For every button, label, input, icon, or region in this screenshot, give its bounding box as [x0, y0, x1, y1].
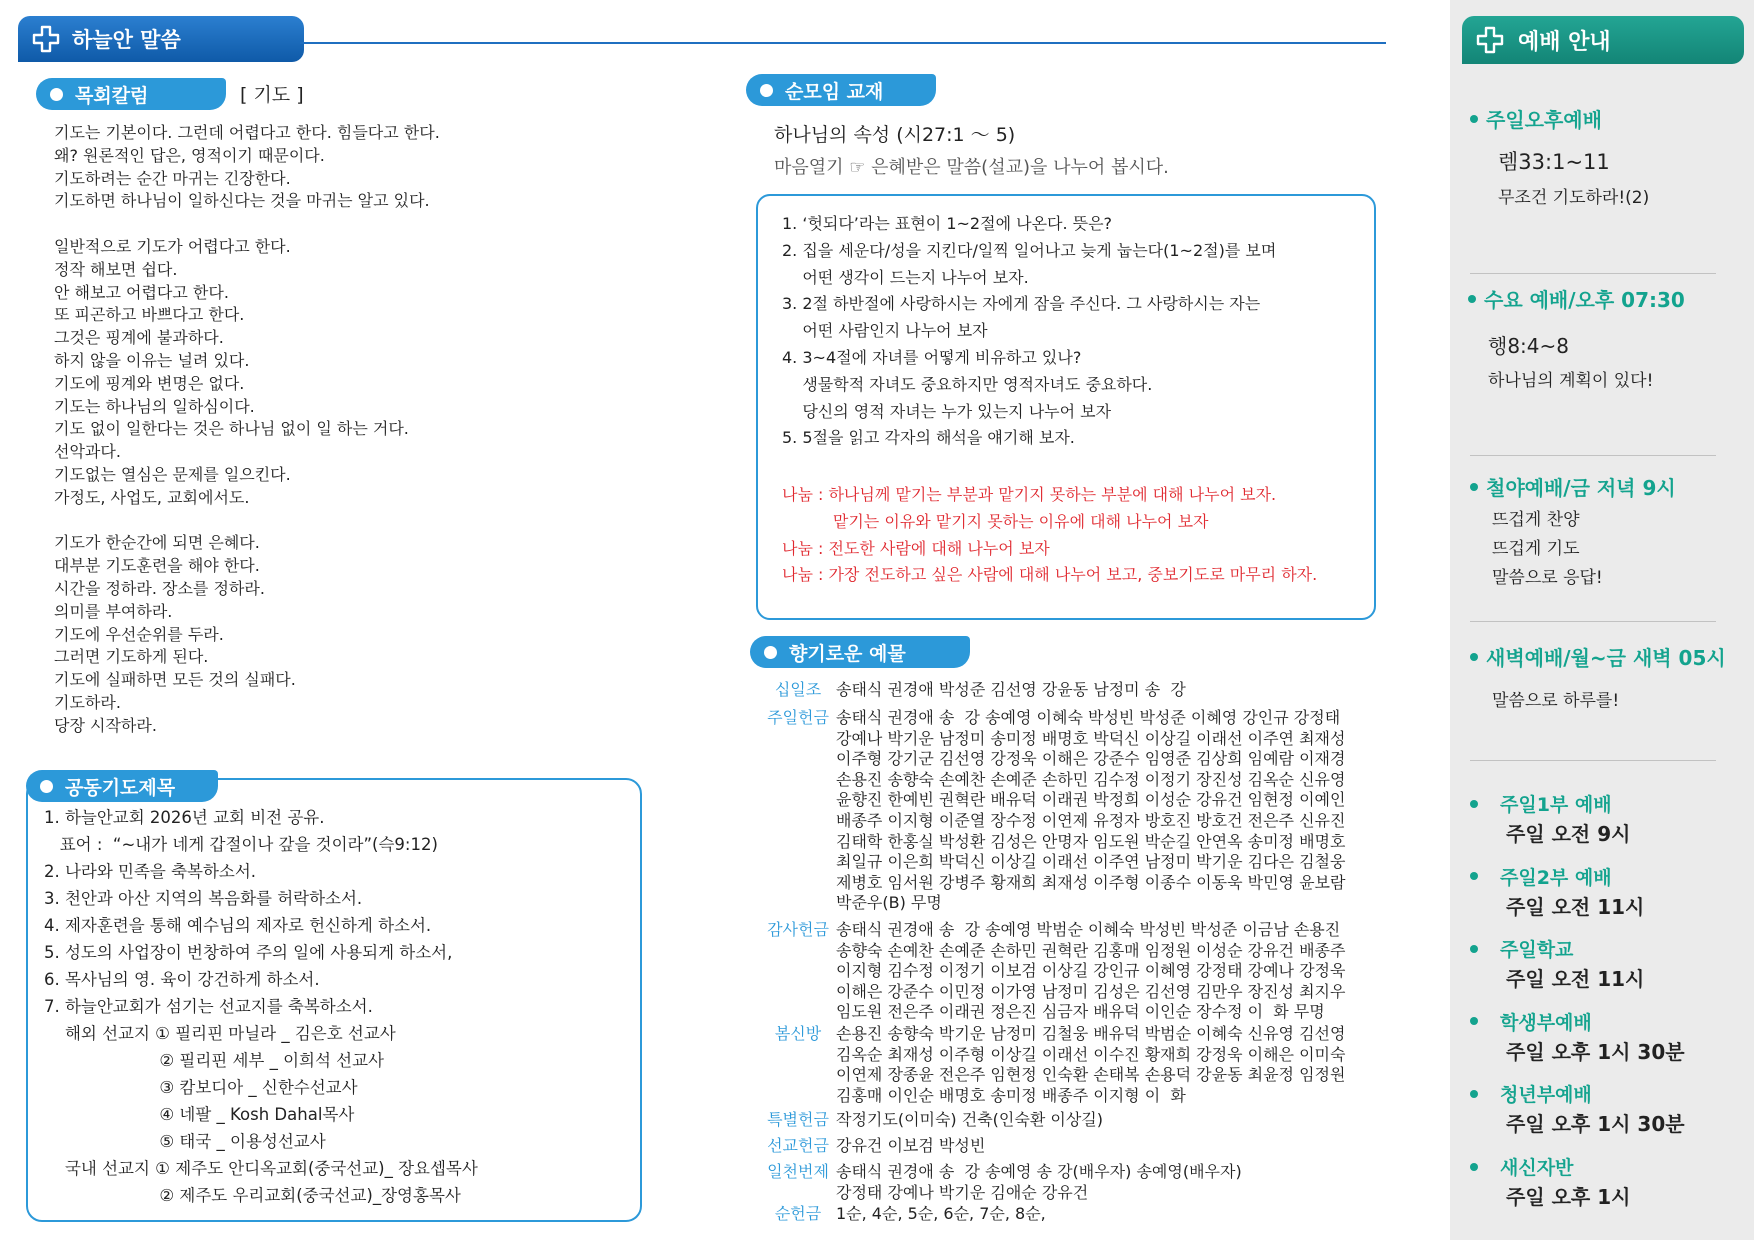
- service-line: 하나님의 계획이 있다!: [1488, 371, 1654, 391]
- column-line: 일반적으로 기도가 어렵다고 한다.: [54, 236, 291, 256]
- question-item: 어떤 사람인지 나누어 보자: [782, 321, 988, 341]
- bullet-icon: [1470, 483, 1478, 491]
- offering-name-line: 김홍매 이인순 배명호 송미정 배종주 이지형 이 화: [836, 1085, 1186, 1105]
- column-line: 선악과다.: [54, 442, 121, 462]
- offering-name-line: 송향숙 손예찬 손예준 손하민 권혁란 김홍매 임정원 이성순 강유건 배종주: [836, 940, 1346, 960]
- column-line: 기도에 우선순위를 두라.: [54, 624, 224, 644]
- column-line: 기도하면 하나님이 일하신다는 것을 마귀는 알고 있다.: [54, 191, 430, 211]
- offering-name-line: 이해은 강준수 이민정 이가영 남정미 김성은 김선영 김만우 장진성 최지우: [836, 981, 1346, 1001]
- column-line: 그러면 기도하게 된다.: [54, 647, 209, 667]
- schedule-time: 주일 오전 11시: [1506, 894, 1645, 919]
- column-line: 시간을 정하라. 장소를 정하라.: [54, 578, 265, 598]
- offering-names: [836, 920, 1345, 1023]
- column-line: 대부분 기도훈련을 해야 한다.: [54, 556, 260, 576]
- offering-row: [760, 708, 1345, 914]
- offering-names: [836, 1024, 1345, 1106]
- question-item: 당신의 영적 자녀는 누가 있는지 나누어 보자: [782, 401, 1112, 421]
- offering-name-line: 송태식 권경애 송 강 송예영 송 강(배우자) 송예영(배우자): [836, 1162, 1242, 1181]
- column-line: 또 피곤하고 바쁘다고 한다.: [54, 305, 245, 325]
- service-title: 새벽예배/월~금 새벽 05시: [1470, 642, 1726, 671]
- main-title: 하늘안 말씀: [72, 28, 181, 52]
- divider: [1470, 621, 1716, 622]
- offering-name-line: 이주형 강기군 김선영 강정욱 이해은 강준수 임영준 김상희 임예람 이재경: [836, 749, 1346, 769]
- prayer-item: 2. 나라와 민족을 축복하소서.: [44, 862, 257, 881]
- column-line: 기도는 하나님의 일하심이다.: [54, 396, 255, 416]
- offering-name-line: 송태식 권경애 송 강 송예영 이혜숙 박성빈 박성준 이혜영 강인규 강정태: [836, 708, 1341, 727]
- schedule-name: 주일1부 예배: [1470, 790, 1612, 817]
- column-line: 기도없는 열심은 문제를 일으킨다.: [54, 464, 291, 484]
- offering-category: 일천번제: [767, 1162, 829, 1181]
- schedule-name: 주일2부 예배: [1470, 863, 1612, 890]
- column-line: 기도가 한순간에 되면 은혜다.: [54, 533, 260, 553]
- question-item: 1. ‘헛되다’라는 표현이 1~2절에 나온다. 뜻은?: [782, 214, 1113, 233]
- service-line: 렘33:1~11: [1498, 150, 1610, 174]
- question-item: 3. 2절 하반절에 사랑하시는 자에게 잠을 주신다. 그 사랑하시는 자는: [782, 294, 1261, 314]
- question-item: 5. 5절을 읽고 각자의 해석을 얘기해 보자.: [782, 428, 1075, 448]
- divider: [1470, 455, 1716, 456]
- offering-name-line: 이지형 김수정 이정기 이보검 이상길 강인규 이혜영 강정태 강예나 강정욱: [836, 961, 1346, 981]
- header-divider: [300, 42, 1386, 44]
- prayer-item: ③ 캄보디아 _ 신한수선교사: [44, 1078, 358, 1097]
- cross-icon: [1476, 26, 1504, 54]
- offering-name-line: 송태식 권경애 박성준 김선영 강윤동 남정미 송 강: [836, 680, 1186, 699]
- offering-category: 특별헌금: [767, 1110, 829, 1129]
- service-line: 행8:4~8: [1488, 334, 1569, 358]
- question-item: 어떤 생각이 드는지 나누어 보자.: [782, 267, 1029, 287]
- offering-name-line: 손용진 송향숙 박기운 남정미 김철웅 배유덕 박범순 이혜숙 신유영 김선영: [836, 1024, 1346, 1043]
- prayer-item: 국내 선교지 ① 제주도 안디옥교회(중국선교)_ 장요셉목사: [44, 1159, 478, 1178]
- sharing-item: 맡기는 이유와 맡기지 못하는 이유에 대해 나누어 보자: [782, 511, 1209, 531]
- sharing-item: 나눔 : 전도한 사람에 대해 나누어 보자: [782, 538, 1050, 558]
- column-line: 왜? 원론적인 답은, 영적이기 때문이다.: [54, 145, 325, 165]
- offering-name-line: 제병호 임서원 강병주 황재희 최재성 이주형 이종수 이동욱 박민영 윤보람: [836, 872, 1346, 892]
- offering-names: [836, 708, 1345, 914]
- offering-category: 주일헌금: [767, 708, 829, 727]
- sidebar-header: [1462, 16, 1744, 64]
- service-title: 철야예배/금 저녁 9시: [1470, 472, 1676, 501]
- column-line: 기도에 핑계와 변명은 없다.: [54, 373, 245, 393]
- column-line: 기도에 실패하면 모든 것의 실패다.: [54, 670, 296, 690]
- bullet-icon: [1470, 653, 1478, 661]
- service-line: 무조건 기도하라!(2): [1498, 188, 1650, 208]
- schedule-name: 새신자반: [1470, 1153, 1573, 1180]
- divider: [1470, 760, 1716, 761]
- offering-name-line: 이연제 장종윤 전은주 임현정 인숙환 손태복 손용덕 강윤동 최윤정 임정원: [836, 1065, 1346, 1085]
- sharing-list: [782, 482, 1317, 589]
- main-header: [18, 16, 304, 62]
- bullet-icon: [50, 88, 63, 101]
- bullet-icon: [1470, 1017, 1478, 1025]
- prayer-item: 7. 하늘안교회가 섬기는 선교지를 축복하소서.: [44, 997, 373, 1016]
- bullet-icon: [1470, 872, 1478, 880]
- service-line: 말씀으로 하루를!: [1492, 691, 1620, 711]
- prayer-label: 공동기도제목: [26, 770, 218, 802]
- column-line: [54, 213, 440, 236]
- prayer-item: ② 필리핀 세부 _ 이희석 선교사: [44, 1051, 384, 1070]
- offering-name-line: 최일규 이은희 박덕신 이상길 이래선 이주연 남정미 박기운 김다은 김철웅: [836, 852, 1346, 872]
- offering-name-line: 1순, 4순, 5순, 6순, 7순, 8순,: [836, 1204, 1046, 1223]
- offering-name-line: 강예나 박기운 남정미 송미정 배명호 박덕신 이상길 이래선 이주연 최재성: [836, 728, 1346, 748]
- offering-names: [836, 1136, 985, 1157]
- offering-category: 십일조: [774, 680, 822, 699]
- question-item: 2. 집을 세운다/성을 지킨다/일찍 일어나고 늦게 눕는다(1~2절)를 보며: [782, 240, 1277, 260]
- column-line: 기도하라.: [54, 692, 121, 712]
- sharing-item: 나눔 : 가장 전도하고 싶은 사람에 대해 나누어 보고, 중보기도로 마무리 하자.: [782, 565, 1318, 585]
- schedule-name: 주일학교: [1470, 935, 1573, 962]
- offering-row: [760, 680, 1186, 701]
- offering-row: [760, 1162, 1242, 1203]
- offering-name-line: 임도원 전은주 이래권 정은진 심금자 배유덕 이인순 장수정 이 화 무명: [836, 1002, 1325, 1022]
- prayer-item: 표어 : “~내가 네게 갑절이나 갚을 것이라”(슥9:12): [44, 835, 438, 854]
- column-line: 안 해보고 어렵다고 한다.: [54, 282, 229, 302]
- offerings-label: 향기로운 예물: [750, 636, 970, 668]
- offering-names: [836, 1204, 1046, 1225]
- prayer-item: ② 제주도 우리교회(중국선교)_장영홍목사: [44, 1186, 461, 1205]
- service-line: 말씀으로 응답!: [1492, 568, 1603, 588]
- prayer-item: 5. 성도의 사업장이 번창하여 주의 일에 사용되게 하소서,: [44, 943, 453, 962]
- offering-name-line: 강정태 강예나 박기운 김애순 강유건: [836, 1182, 1089, 1202]
- schedule-name: 학생부예배: [1470, 1008, 1592, 1035]
- prayer-item: 1. 하늘안교회 2026년 교회 비전 공유.: [44, 808, 325, 827]
- column-text: [54, 122, 440, 738]
- cell-title: 하나님의 속성 (시27:1 ～ 5): [774, 124, 1016, 146]
- prayer-item: 3. 천안과 아산 지역의 복음화를 허락하소서.: [44, 889, 363, 908]
- bullet-icon: [1470, 1163, 1478, 1171]
- question-item: 4. 3~4절에 자녀를 어떻게 비유하고 있나?: [782, 347, 1082, 367]
- cell-subtitle: 마음열기 ☞ 은혜받은 말씀(설교)을 나누어 봅시다.: [774, 157, 1169, 178]
- column-line: 가정도, 사업도, 교회에서도.: [54, 487, 250, 507]
- offering-name-line: 손용진 송향숙 손예찬 손예준 손하민 김수정 이정기 장진성 김옥순 신유영: [836, 769, 1346, 789]
- schedule-name: 청년부예배: [1470, 1080, 1592, 1107]
- offering-name-line: 작정기도(이미숙) 건축(인숙환 이상길): [836, 1110, 1103, 1129]
- offering-row: [760, 1204, 1046, 1225]
- offering-names: [836, 1110, 1103, 1131]
- prayer-item: 해외 선교지 ① 필리핀 마닐라 _ 김은호 선교사: [44, 1024, 396, 1043]
- column-line: [54, 510, 440, 533]
- offering-name-line: 송태식 권경애 송 강 송예영 박범순 이혜숙 박성빈 박성준 이금남 손용진: [836, 920, 1341, 939]
- column-line: 의미를 부여하라.: [54, 601, 173, 621]
- question-item: 생물학적 자녀도 중요하지만 영적자녀도 중요하다.: [782, 374, 1153, 394]
- offering-name-line: 김옥순 최재성 이주형 이상길 이래선 이수진 황재희 강정욱 이해은 이미숙: [836, 1044, 1346, 1064]
- bullet-icon: [760, 84, 773, 97]
- service-line: 뜨겁게 기도: [1492, 539, 1580, 559]
- prayer-item: ⑤ 태국 _ 이용성선교사: [44, 1132, 326, 1151]
- prayer-item: 4. 제자훈련을 통해 예수님의 제자로 헌신하게 하소서.: [44, 916, 432, 935]
- schedule-time: 주일 오후 1시 30분: [1506, 1112, 1685, 1137]
- offering-row: [760, 1136, 985, 1157]
- column-line: 기도하려는 순간 마귀는 긴장한다.: [54, 168, 291, 188]
- column-line: 하지 않을 이유는 널려 있다.: [54, 350, 250, 370]
- column-label: 목회칼럼: [36, 78, 226, 110]
- bullet-icon: [1470, 1090, 1478, 1098]
- service-line: 뜨겁게 찬양: [1492, 510, 1580, 530]
- bullet-icon: [1470, 945, 1478, 953]
- offering-row: [760, 920, 1345, 1023]
- bullet-icon: [764, 646, 777, 659]
- prayer-item: 6. 목사님의 영. 육이 강건하게 하소서.: [44, 970, 320, 989]
- offering-name-line: 강유건 이보검 박성빈: [836, 1136, 986, 1155]
- bullet-icon: [1470, 800, 1478, 808]
- bullet-icon: [40, 780, 53, 793]
- column-line: 그것은 핑계에 불과하다.: [54, 328, 224, 348]
- schedule-time: 주일 오후 1시: [1506, 1185, 1631, 1209]
- column-line: 기도 없이 일한다는 것은 하나님 없이 일 하는 거다.: [54, 419, 409, 439]
- offering-category: 봄신방: [774, 1024, 822, 1043]
- offering-category: 순헌금: [774, 1204, 822, 1223]
- bullet-icon: [1468, 295, 1476, 303]
- offering-row: [760, 1110, 1103, 1131]
- offering-name-line: 배종주 이지형 이준열 장수정 이연제 유정자 방호진 방호건 전은주 신유진: [836, 810, 1346, 830]
- service-title: 수요 예배/오후 07:30: [1468, 284, 1685, 313]
- column-subtitle: [ 기도 ]: [240, 84, 304, 106]
- schedule-time: 주일 오전 9시: [1506, 822, 1631, 846]
- offering-name-line: 윤향진 한예빈 권혁란 배유덕 이래권 박정희 이성순 강유건 임현정 이예인: [836, 790, 1346, 810]
- offering-names: [836, 1162, 1242, 1203]
- cell-label: 순모임 교재: [746, 74, 936, 106]
- column-line: 당장 시작하라.: [54, 715, 157, 735]
- offering-row: [760, 1024, 1345, 1106]
- cross-icon: [32, 25, 60, 53]
- column-line: 정작 해보면 쉽다.: [54, 259, 178, 279]
- offering-names: [836, 680, 1186, 701]
- offering-category: 선교헌금: [767, 1136, 829, 1155]
- question-list: [782, 211, 1276, 452]
- divider: [1470, 273, 1716, 274]
- prayer-list: [44, 804, 478, 1209]
- service-title: 주일오후예배: [1470, 104, 1602, 133]
- column-line: 기도는 기본이다. 그런데 어렵다고 한다. 힘들다고 한다.: [54, 123, 440, 142]
- sidebar-title: 예배 안내: [1518, 29, 1611, 55]
- prayer-item: ④ 네팔 _ Kosh Dahal목사: [44, 1105, 355, 1124]
- offering-name-line: 박준우(B) 무명: [836, 893, 942, 913]
- schedule-time: 주일 오전 11시: [1506, 967, 1645, 992]
- sharing-item: 나눔 : 하나님께 맡기는 부분과 맡기지 못하는 부분에 대해 나누어 보자.: [782, 485, 1277, 504]
- bullet-icon: [1470, 115, 1478, 123]
- offering-category: 감사헌금: [767, 920, 829, 939]
- schedule-time: 주일 오후 1시 30분: [1506, 1039, 1685, 1064]
- offering-name-line: 김태학 한홍실 박성환 김성은 안명자 임도원 박순길 안연옥 송미정 배명호: [836, 831, 1346, 851]
